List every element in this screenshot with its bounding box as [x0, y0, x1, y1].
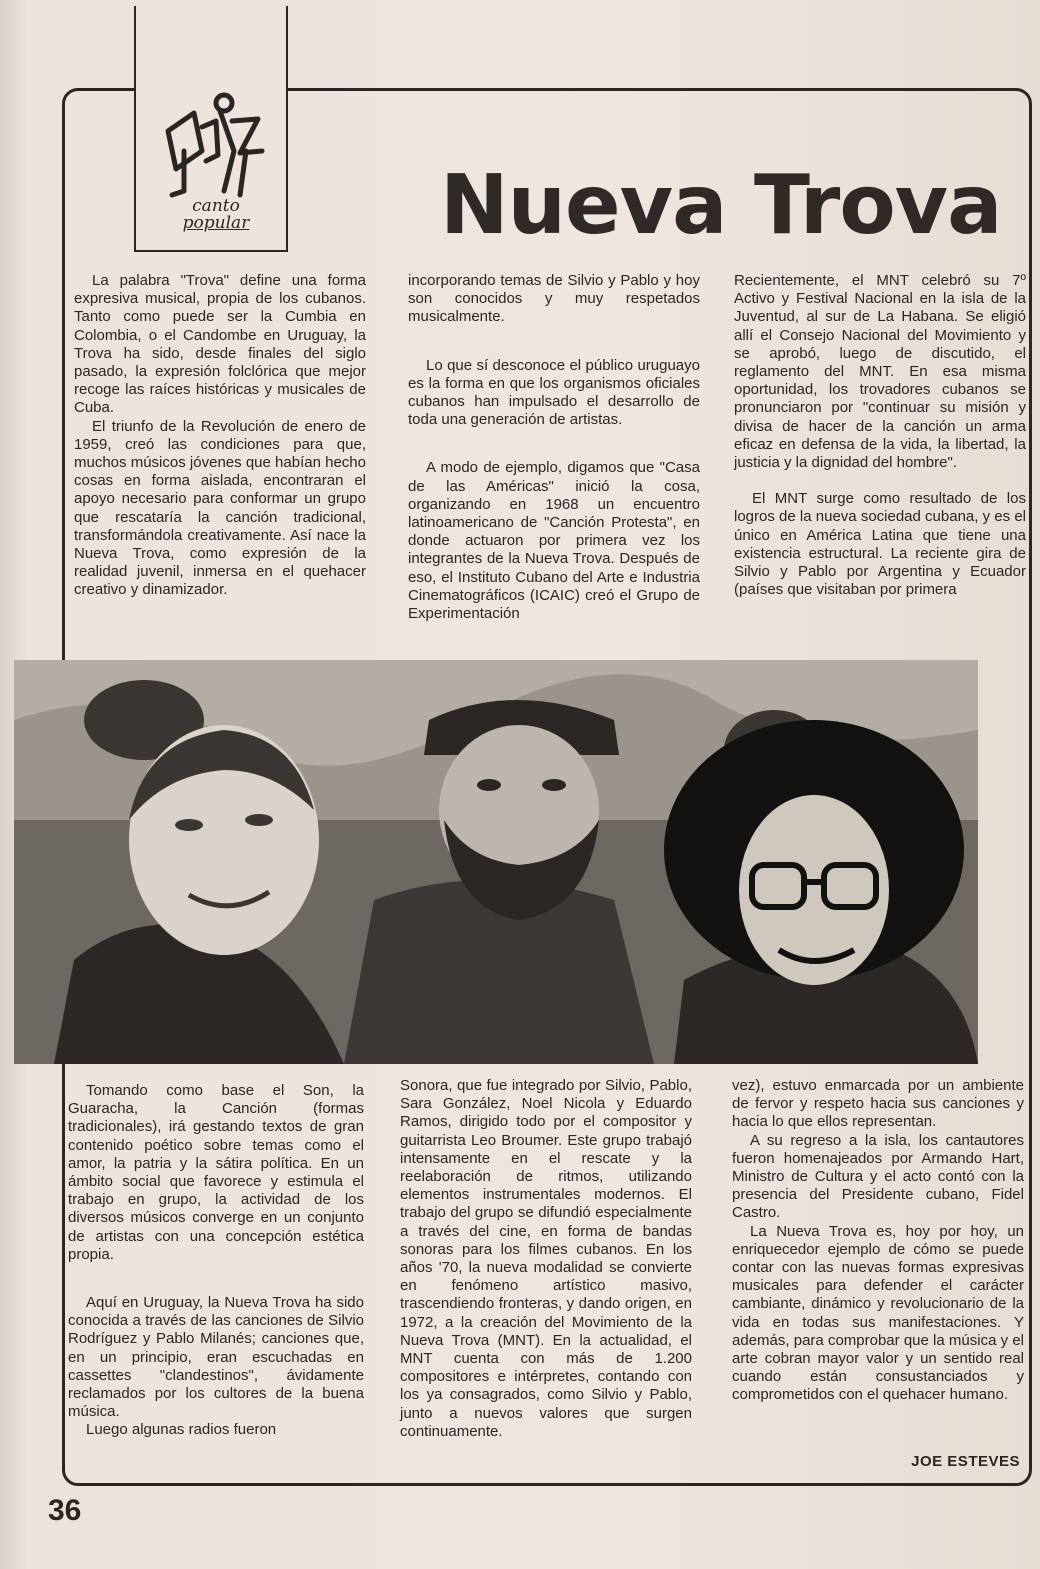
paragraph: Aquí en Uruguay, la Nueva Trova ha sido conocida a través de las canciones de Silvio Rodríguez y Pablo Milanés; canciones que, en un principio, eran escuchadas en cassettes "clandestinos", ávidamente reclamados por los cultores de la buena música.: [68, 1294, 364, 1421]
paragraph: incorporando temas de Silvio y Pablo y hoy son conocidos y muy respetados musicalmente.: [408, 272, 700, 326]
logo-text-line-1: canto: [192, 196, 240, 216]
paragraph: A su regreso a la isla, los cantautores fueron homenajeados por Armando Hart, Ministro de Cultura y el acto contó con la presencia del Presidente cubano, Fidel Castro.: [732, 1131, 1024, 1222]
paragraph: El triunfo de la Revolución de enero de 1959, creó las condiciones para que, muchos músicos jóvenes que habían hecho cosas en forma aislada, encontraran el apoyo necesario para conformar un grupo que rescataría la canción tradicional, transformándola creativamente. Así nace la Nueva Trova, como expresión de la realidad juvenil, inmersa en el quehacer creativo y dinamizador.: [74, 417, 366, 599]
bottom-column-2: [400, 1077, 692, 1441]
section-logo-box: [134, 6, 288, 252]
paragraph: Recientemente, el MNT celebró su 7º Activo y Festival Nacional en la isla de la Juventud, al sur de La Habana. Se eligió allí el Consejo Nacional del Movimiento y se aprobó, luego de discutido, el reglamento del MNT. En esa misma oportunidad, los trovadores cubanos se pronunciaron por "continuar su misión y divisa de hacer de la canción un arma eficaz en defensa de la vida, la libertad, la justicia y la dignidad del hombre".: [734, 272, 1026, 472]
bottom-column-1: [68, 1082, 364, 1440]
paragraph: Tomando como base el Son, la Guaracha, la Canción (formas tradicionales), irá gestando textos de gran contenido poético sobre temas como el amor, la patria y la sátira política. En un ámbito social que favorece y estimula el trabajo en grupo, la actividad de los diversos músicos converge en un conjunto de artistas con una concepción estética propia.: [68, 1082, 364, 1263]
author-byline: JOE ESTEVES: [911, 1453, 1020, 1470]
logo-text-line-2: popular: [182, 213, 250, 233]
paragraph: Luego algunas radios fueron: [86, 1421, 277, 1439]
bottom-column-3: [732, 1077, 1024, 1405]
paragraph: A modo de ejemplo, digamos que "Casa de las Américas" inició la cosa, organizando en 1968 un encuentro latinoamericano de "Canción Protesta", en donde actuaron por primera vez los integrantes de la Nueva Trova. Después de eso, el Instituto Cubano del Arte e Industria Cinematográficos (ICAIC) creó el Grupo de Experimentación: [408, 459, 700, 623]
top-column-3: [734, 272, 1026, 599]
paragraph: La Nueva Trova es, hoy por hoy, un enriquecedor ejemplo de cómo se puede contar con las nuevas formas expresivas musicales para defender el carácter cambiante, dinámico y revolucionario de la vida en todas sus manifestaciones. Y además, para comprobar que la música y el arte cobran mayor valor y un sentido real cuando están consustanciados y comprometidos con el quehacer humano.: [732, 1222, 1024, 1404]
paragraph: Lo que sí desconoce el público uruguayo es la forma en que los organismos oficiales cubanos han impulsado el desarrollo de toda una generación de artistas.: [408, 356, 700, 429]
paragraph: vez), estuvo enmarcada por un ambiente de fervor y respeto hacia sus canciones y hacia lo que ellos representan.: [732, 1077, 1024, 1131]
guitar-player-icon: [154, 91, 272, 201]
photo-three-men: [14, 660, 978, 1064]
paragraph: Sonora, que fue integrado por Silvio, Pablo, Sara González, Noel Nicola y Eduardo Ramos, dirigido todo por el compositor y guitarrista Leo Broumer. Este grupo trabajó intensamente en el rescate y la reelaboración de ritmos, utilizando elementos instrumentales modernos. El trabajo del grupo se difundió especialmente a través del cine, en forma de bandas sonoras para los filmes cubanos. En los años '70, la nueva modalidad se convierte en fenómeno artístico masivo, trascendiendo fronteras, y dando origen, en 1972, a la creación del Movimiento de la Nueva Trova (MNT). En la actualidad, el MNT cuenta con más de 1.200 compositores e intérpretes, contando con los ya consagrados, como Silvio y Pablo, junto a nuevos valores que surgen continuamente.: [400, 1077, 692, 1440]
page-number: 36: [48, 1494, 82, 1527]
paragraph: El MNT surge como resultado de los logros de la nueva sociedad cubana, y es el único en América Latina que tiene una existencia estructural. La reciente gira de Silvio y Pablo por Argentina y Ecuador (países que visitaban por primera: [734, 490, 1026, 599]
top-column-1: [74, 272, 366, 600]
paragraph: La palabra "Trova" define una forma expresiva musical, propia de los cubanos. Tanto como puede ser la Cumbia en Colombia, o el Candombe en Uruguay, la Trova ha sido, desde finales del siglo pasado, la expresión folclórica que mejor recoge las raíces históricas y musicales de Cuba.: [74, 272, 366, 417]
top-column-2: [408, 272, 700, 623]
section-logo-text: [146, 198, 286, 232]
photo-illustration: [14, 660, 978, 1064]
article-title: Nueva Trova: [440, 158, 1002, 253]
